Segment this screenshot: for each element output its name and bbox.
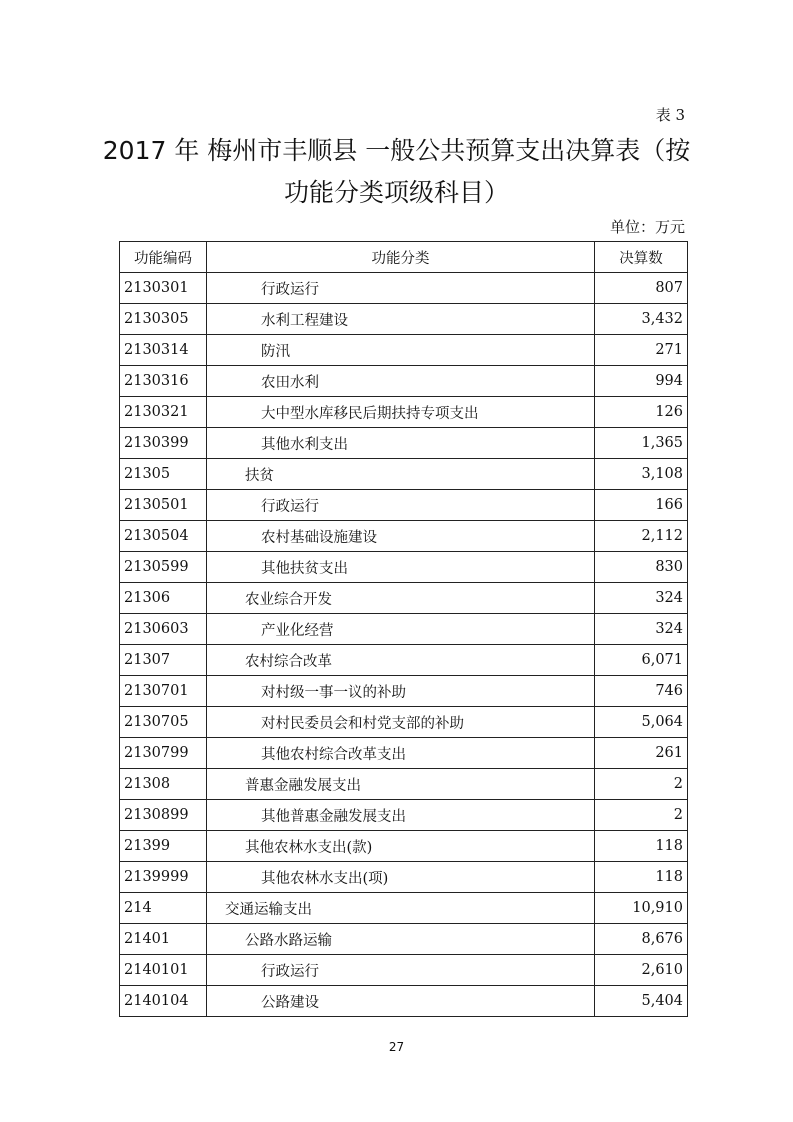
table-row bbox=[120, 366, 688, 397]
row-code-cell: 2130701 bbox=[120, 676, 207, 707]
row-amount-cell: 1,365 bbox=[595, 428, 688, 459]
table-row bbox=[120, 893, 688, 924]
row-category-cell: 其他水利支出 bbox=[207, 428, 595, 459]
row-amount-cell: 807 bbox=[595, 273, 688, 304]
row-amount-cell: 118 bbox=[595, 862, 688, 893]
row-code-cell: 2130501 bbox=[120, 490, 207, 521]
table-row bbox=[120, 831, 688, 862]
table-row bbox=[120, 707, 688, 738]
table-row bbox=[120, 397, 688, 428]
table-number: 表 3 bbox=[655, 106, 685, 124]
row-amount-cell: 118 bbox=[595, 831, 688, 862]
column-header-amount: 决算数 bbox=[595, 242, 688, 273]
page-title-line-1: 2017 年 梅州市丰顺县 一般公共预算支出决算表（按 bbox=[102, 136, 691, 165]
unit-label: 单位：万元 bbox=[609, 218, 685, 236]
row-category-cell: 公路建设 bbox=[207, 986, 595, 1017]
row-amount-cell: 746 bbox=[595, 676, 688, 707]
row-category-cell: 其他普惠金融发展支出 bbox=[207, 800, 595, 831]
row-amount-cell: 6,071 bbox=[595, 645, 688, 676]
column-header-code: 功能编码 bbox=[120, 242, 207, 273]
row-code-cell: 2130305 bbox=[120, 304, 207, 335]
table-row bbox=[120, 800, 688, 831]
row-amount-cell: 2 bbox=[595, 800, 688, 831]
row-category-cell: 产业化经营 bbox=[207, 614, 595, 645]
row-amount-cell: 830 bbox=[595, 552, 688, 583]
table-row bbox=[120, 304, 688, 335]
row-amount-cell: 3,108 bbox=[595, 459, 688, 490]
row-amount-cell: 10,910 bbox=[595, 893, 688, 924]
row-code-cell: 2130314 bbox=[120, 335, 207, 366]
row-code-cell: 2130799 bbox=[120, 738, 207, 769]
table-row bbox=[120, 862, 688, 893]
row-code-cell: 21307 bbox=[120, 645, 207, 676]
row-amount-cell: 5,064 bbox=[595, 707, 688, 738]
row-amount-cell: 271 bbox=[595, 335, 688, 366]
budget-table bbox=[119, 241, 688, 1017]
row-category-cell: 普惠金融发展支出 bbox=[207, 769, 595, 800]
row-category-cell: 防汛 bbox=[207, 335, 595, 366]
page-title-line-2: 功能分类项级科目） bbox=[283, 178, 509, 207]
row-amount-cell: 324 bbox=[595, 614, 688, 645]
table-row bbox=[120, 924, 688, 955]
row-category-cell: 行政运行 bbox=[207, 490, 595, 521]
page-number: 27 bbox=[388, 1040, 405, 1054]
table-row bbox=[120, 738, 688, 769]
row-code-cell: 2130504 bbox=[120, 521, 207, 552]
table-body bbox=[120, 273, 688, 1017]
row-amount-cell: 3,432 bbox=[595, 304, 688, 335]
row-code-cell: 2130399 bbox=[120, 428, 207, 459]
row-category-cell: 交通运输支出 bbox=[207, 893, 595, 924]
row-category-cell: 扶贫 bbox=[207, 459, 595, 490]
row-code-cell: 2140104 bbox=[120, 986, 207, 1017]
row-amount-cell: 994 bbox=[595, 366, 688, 397]
row-category-cell: 农村基础设施建设 bbox=[207, 521, 595, 552]
row-category-cell: 行政运行 bbox=[207, 955, 595, 986]
row-code-cell: 2130899 bbox=[120, 800, 207, 831]
row-category-cell: 其他农村综合改革支出 bbox=[207, 738, 595, 769]
row-amount-cell: 126 bbox=[595, 397, 688, 428]
table-row bbox=[120, 490, 688, 521]
column-header-category: 功能分类 bbox=[207, 242, 595, 273]
row-category-cell: 水利工程建设 bbox=[207, 304, 595, 335]
row-category-cell: 农田水利 bbox=[207, 366, 595, 397]
table-row bbox=[120, 273, 688, 304]
row-category-cell: 其他农林水支出(款) bbox=[207, 831, 595, 862]
row-amount-cell: 2 bbox=[595, 769, 688, 800]
row-code-cell: 2140101 bbox=[120, 955, 207, 986]
row-code-cell: 2139999 bbox=[120, 862, 207, 893]
row-category-cell: 行政运行 bbox=[207, 273, 595, 304]
row-amount-cell: 2,112 bbox=[595, 521, 688, 552]
row-category-cell: 大中型水库移民后期扶持专项支出 bbox=[207, 397, 595, 428]
table-row bbox=[120, 614, 688, 645]
table-row bbox=[120, 428, 688, 459]
row-code-cell: 21308 bbox=[120, 769, 207, 800]
row-amount-cell: 8,676 bbox=[595, 924, 688, 955]
row-amount-cell: 166 bbox=[595, 490, 688, 521]
row-code-cell: 21306 bbox=[120, 583, 207, 614]
row-code-cell: 21401 bbox=[120, 924, 207, 955]
table-row bbox=[120, 552, 688, 583]
row-amount-cell: 261 bbox=[595, 738, 688, 769]
row-category-cell: 其他扶贫支出 bbox=[207, 552, 595, 583]
table-row bbox=[120, 335, 688, 366]
row-code-cell: 2130599 bbox=[120, 552, 207, 583]
table-row bbox=[120, 521, 688, 552]
row-amount-cell: 324 bbox=[595, 583, 688, 614]
table-row bbox=[120, 676, 688, 707]
row-code-cell: 21399 bbox=[120, 831, 207, 862]
row-code-cell: 21305 bbox=[120, 459, 207, 490]
table-row bbox=[120, 583, 688, 614]
row-code-cell: 2130316 bbox=[120, 366, 207, 397]
row-amount-cell: 2,610 bbox=[595, 955, 688, 986]
row-category-cell: 农村综合改革 bbox=[207, 645, 595, 676]
table-header-row bbox=[120, 242, 688, 273]
row-category-cell: 农业综合开发 bbox=[207, 583, 595, 614]
row-code-cell: 2130603 bbox=[120, 614, 207, 645]
row-code-cell: 214 bbox=[120, 893, 207, 924]
row-category-cell: 其他农林水支出(项) bbox=[207, 862, 595, 893]
row-code-cell: 2130705 bbox=[120, 707, 207, 738]
table-row bbox=[120, 645, 688, 676]
row-category-cell: 公路水路运输 bbox=[207, 924, 595, 955]
row-category-cell: 对村民委员会和村党支部的补助 bbox=[207, 707, 595, 738]
row-category-cell: 对村级一事一议的补助 bbox=[207, 676, 595, 707]
table-row bbox=[120, 769, 688, 800]
row-amount-cell: 5,404 bbox=[595, 986, 688, 1017]
table-row bbox=[120, 955, 688, 986]
row-code-cell: 2130321 bbox=[120, 397, 207, 428]
table-row bbox=[120, 986, 688, 1017]
table-row bbox=[120, 459, 688, 490]
row-code-cell: 2130301 bbox=[120, 273, 207, 304]
